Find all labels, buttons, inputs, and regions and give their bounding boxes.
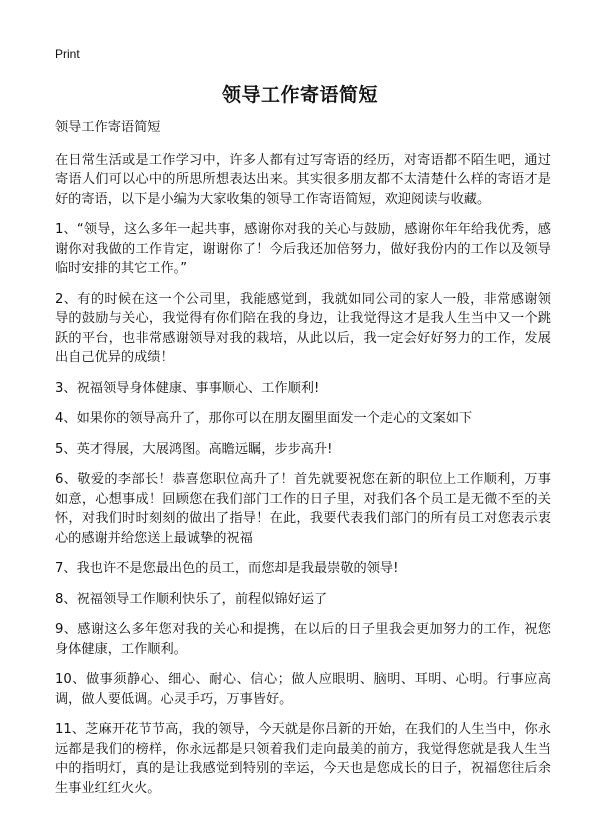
- paragraph-5: 5、英才得展，大展鸿图。高瞻远瞩，步步高升!: [55, 441, 333, 457]
- paragraph-6: 6、敬爱的李部长！恭喜您职位高升了！首先就要祝您在新的职位上工作顺利，万事如意，心想事成！回顾您在我们部门工作的日子里，对我们各个员工是无微不至的关怀，对我们时时刻刻的做出了指导！在此，我要代表我们部门的所有员工对您表示衷心的感谢并给您送上最诚挚的祝福: [55, 472, 551, 546]
- paragraph-10: 10、做事须静心、细心、耐心、信心；做人应眼明、脑明、耳明、心明。行事应高调，做人要低调。心灵手巧，万事皆好。: [55, 672, 551, 707]
- paragraph-3: 3、祝福领导身体健康、事事顺心、工作顺利!: [55, 380, 320, 396]
- paragraph-7: 7、我也许不是您最出色的员工，而您却是我最崇敬的领导!: [55, 561, 399, 576]
- page-title: 领导工作寄语简短: [221, 84, 378, 106]
- print-link[interactable]: Print: [55, 47, 80, 61]
- paragraph-2: 2、有的时候在这一个公司里，我能感觉到，我就如同公司的家人一般，非常感谢领导的鼓励与关心，我觉得有你们陪在我的身边，让我觉得这才是我人生当中又一个跳跃的平台，也非常感谢领导对我的栽培，从此以后，我一定会好好努力的工作，发展出自己优异的成绩！: [55, 291, 551, 365]
- article-body: [55, 118, 551, 809]
- paragraph-8: 8、祝福领导工作顺利快乐了，前程似锦好运了: [55, 591, 328, 607]
- intro-paragraph: 在日常生活或是工作学习中，许多人都有过写寄语的经历，对寄语都不陌生吧，通过寄语人们可以心中的所思所想表达出来。其实很多朋友都不太清楚什么样的寄语才是好的寄语，以下是小编为大家收集的领导工作寄语简短，欢迎阅读与收藏。: [55, 152, 551, 207]
- paragraph-4: 4、如果你的领导高升了，那你可以在朋友圈里面发一个走心的文案如下: [55, 411, 473, 426]
- paragraph-11: 11、芝麻开花节节高，我的领导，今天就是你吕新的开始，在我们的人生当中，你永远都是我们的榜样，你永远都是只领着我们走向最美的前方，我觉得您就是我人生当中的指明灯，真的是让我感觉到特别的幸运，今天也是您成长的日子，祝福您往后余生事业红红火火。: [55, 722, 551, 796]
- paragraph-1: 1、“领导，这么多年一起共事，感谢你对我的关心与鼓励，感谢你年年给我优秀，感谢你对我做的工作肯定，谢谢你了！今后我还加倍努力，做好我份内的工作以及领导临时安排的其它工作。”: [55, 222, 551, 276]
- article-subtitle: 领导工作寄语简短: [55, 120, 161, 135]
- paragraph-9: 9、感谢这么多年您对我的关心和提携，在以后的日子里我会更加努力的工作，祝您身体健康，工作顺利。: [55, 622, 551, 657]
